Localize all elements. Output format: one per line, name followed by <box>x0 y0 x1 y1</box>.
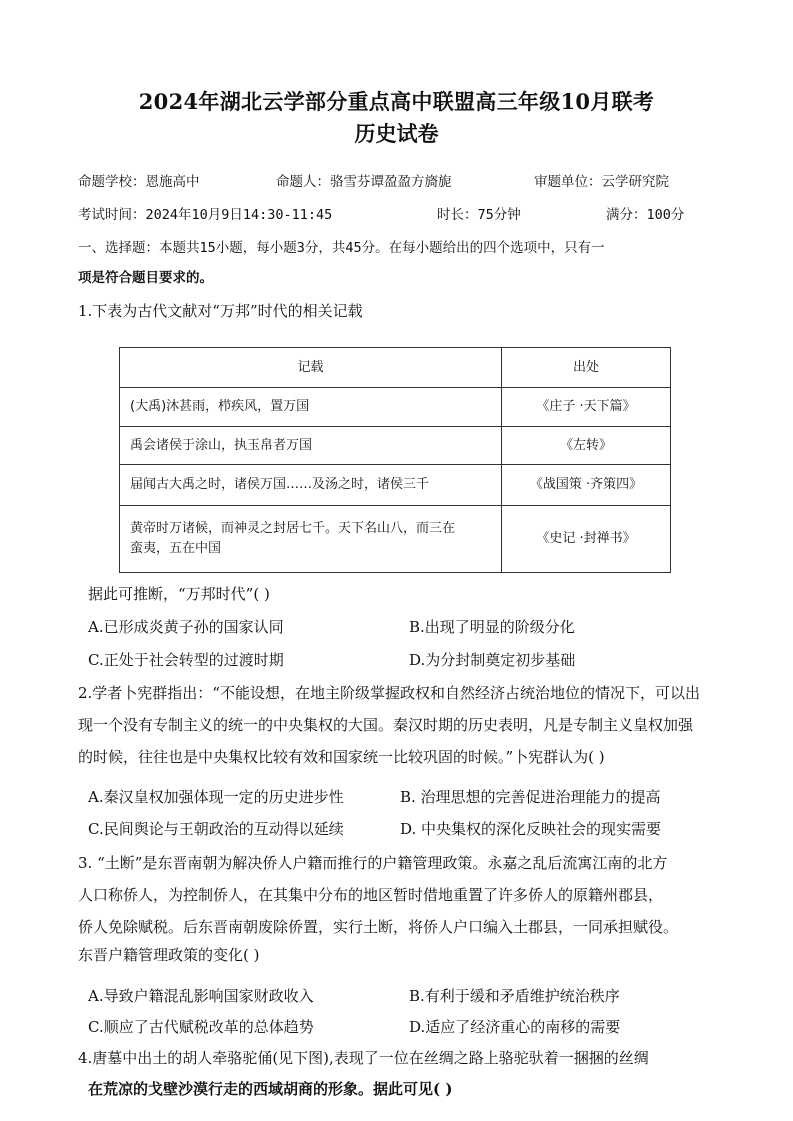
q3-line-4: 东晋户籍管理政策的变化( ) <box>78 946 260 964</box>
q1-stem: 1.下表为古代文献对“万邦”时代的相关记载 <box>78 302 363 320</box>
header-source: 出处 <box>502 348 671 388</box>
q4-line-2: 在荒凉的戈壁沙漠行走的西域胡商的形象。据此可见( ) <box>88 1080 453 1098</box>
exam-subtitle: 历史试卷 <box>354 121 439 146</box>
q1-option-d[interactable]: D.为分封制奠定初步基础 <box>409 651 576 669</box>
q1-option-b[interactable]: B.出现了明显的阶级分化 <box>409 618 575 636</box>
instructions-line-1: 一、选择题：本题共15小题，每小题3分，共45分。在每小题给出的四个选项中，只有一 <box>78 240 605 256</box>
q2-option-a[interactable]: A.秦汉皇权加强体现一定的历史进步性 <box>88 788 344 806</box>
meta-author: 命题人：骆雪芬谭盈盈方旖旎 <box>276 174 452 190</box>
table-row <box>120 506 671 573</box>
record-cell <box>120 506 502 573</box>
record-cell: 届闻古大禹之时，诸侯万国……及汤之时，诸侯三千 <box>120 465 502 506</box>
table-row <box>120 465 671 506</box>
q1-option-a[interactable]: A.已形成炎黄子孙的国家认同 <box>88 618 284 636</box>
q3-line-3: 侨人免除赋税。后东晋南朝废除侨置，实行土断，将侨人户口编入土郡县，一同承担赋役。 <box>78 918 679 936</box>
table-header-row <box>120 348 671 388</box>
q3-option-b[interactable]: B.有利于缓和矛盾维护统治秩序 <box>409 987 620 1005</box>
q1-records-table <box>119 347 671 573</box>
table-row <box>120 427 671 465</box>
table-row <box>120 388 671 427</box>
source-cell: 《左转》 <box>502 427 671 465</box>
q3-option-c[interactable]: C.顺应了古代赋税改革的总体趋势 <box>88 1018 314 1036</box>
meta-exam-time: 考试时间：2024年10月9日14:30-11:45 <box>78 207 333 223</box>
meta-school: 命题学校：恩施高中 <box>78 174 200 190</box>
source-cell: 《战国策 ·齐策四》 <box>502 465 671 506</box>
source-cell: 《史记 ·封禅书》 <box>502 506 671 573</box>
q2-option-c[interactable]: C.民间舆论与王朝政治的互动得以延续 <box>88 820 344 838</box>
q2-line-2: 现一个没有专制主义的统一的中央集权的大国。秦汉时期的历史表明，凡是专制主义皇权加强 <box>78 716 694 734</box>
record-line: 蛮夷，五在中国 <box>130 541 222 556</box>
q3-option-a[interactable]: A.导致户籍混乱影响国家财政收入 <box>88 987 314 1005</box>
q3-line-1: 3. “土断”是东晋南朝为解决侨人户籍而推行的户籍管理政策。永嘉之乱后流寓江南的北方 <box>78 854 668 872</box>
q2-option-d[interactable]: D. 中央集权的深化反映社会的现实需要 <box>400 820 662 838</box>
meta-full-score: 满分：100分 <box>606 207 685 223</box>
header-record: 记载 <box>120 348 502 388</box>
meta-duration: 时长：75分钟 <box>437 207 521 223</box>
q1-question: 据此可推断，“万邦时代”( ) <box>88 585 270 603</box>
q2-line-3: 的时候，往往也是中央集权比较有效和国家统一比较巩固的时候。”卜宪群认为( ) <box>78 748 605 766</box>
record-cell: (大禹)沐甚雨，栉疾风，置万国 <box>120 388 502 427</box>
q4-line-1: 4.唐墓中出土的胡人牵骆驼俑(见下图),表现了一位在丝绸之路上骆驼驮着一捆捆的丝绸 <box>78 1049 649 1067</box>
q3-option-d[interactable]: D.适应了经济重心的南移的需要 <box>409 1018 621 1036</box>
q2-option-b[interactable]: B. 治理思想的完善促进治理能力的提高 <box>400 788 661 806</box>
q1-option-c[interactable]: C.正处于社会转型的过渡时期 <box>88 651 284 669</box>
record-line: 黄帝时万诸候，而神灵之封居七千。天下名山八，而三在 <box>130 521 456 536</box>
meta-reviewer: 审题单位：云学研究院 <box>534 174 669 190</box>
record-cell: 禹会诸侯于涂山，执玉帛者万国 <box>120 427 502 465</box>
instructions-line-2: 项是符合题目要求的。 <box>78 270 213 286</box>
q3-line-2: 人口称侨人，为控制侨人，在其集中分布的地区暂时借地重置了许多侨人的原籍州郡县， <box>78 886 664 904</box>
source-cell: 《庄子 ·天下篇》 <box>502 388 671 427</box>
q2-line-1: 2.学者卜宪群指出：“不能设想，在地主阶级掌握政权和自然经济占统治地位的情况下，可以出 <box>78 684 700 702</box>
exam-title: 2024年湖北云学部分重点高中联盟高三年级10月联考 <box>138 89 655 114</box>
